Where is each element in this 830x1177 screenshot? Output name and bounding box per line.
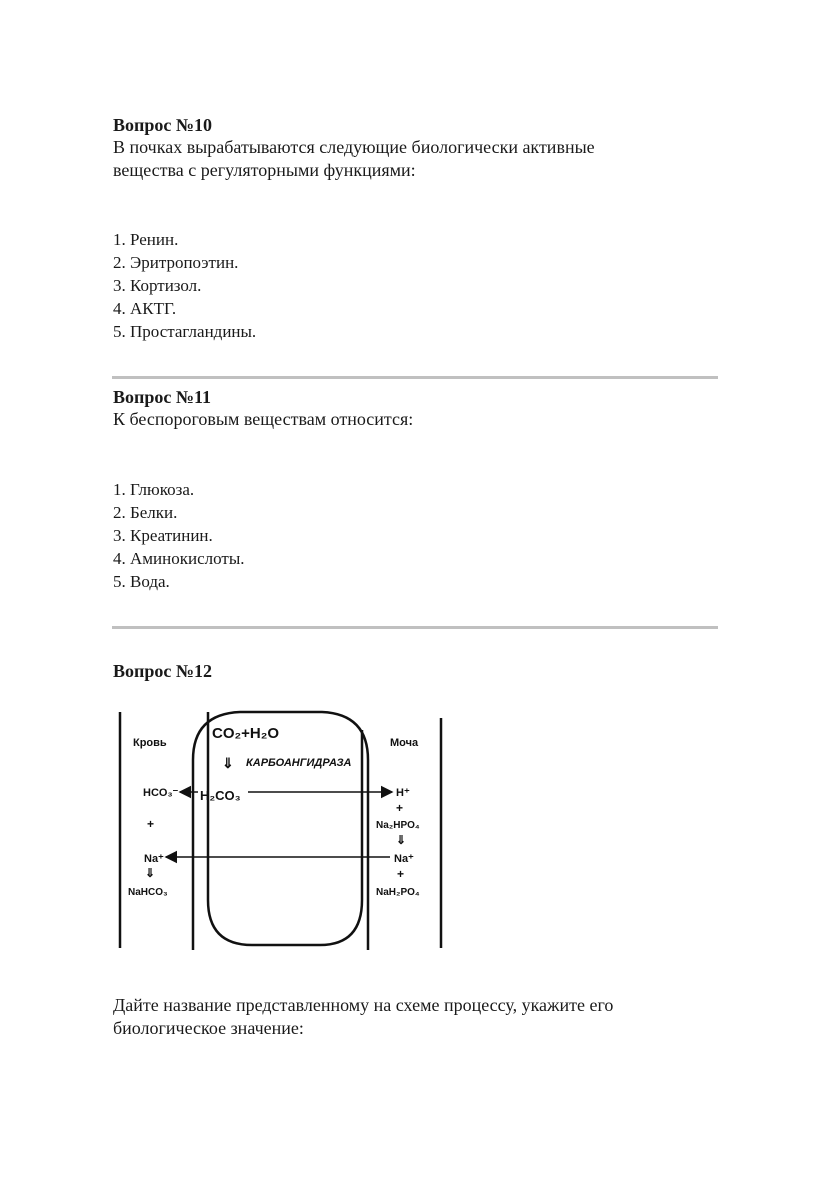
down-arrow-icon: ⇓ [396, 833, 407, 847]
kidney-tubule-diagram [100, 700, 460, 960]
co2-h2o-label: CO₂+H₂O [212, 725, 280, 742]
answer-option: 2. Эритропоэтин. [113, 253, 239, 272]
question-title: Вопрос №11 [113, 387, 211, 407]
nah2po4-label: NaH₂PO₄ [376, 887, 420, 898]
h-plus-label: H⁺ [396, 787, 410, 799]
answer-option: 3. Креатинин. [113, 526, 213, 545]
question-text-line: биологическое значение: [113, 1018, 304, 1038]
answer-option: 5. Простагландины. [113, 322, 257, 341]
answer-option: 1. Глюкоза. [113, 480, 195, 499]
question-11 [113, 386, 413, 431]
section-divider [112, 626, 718, 629]
answer-option: 1. Ренин. [113, 230, 179, 249]
na-plus-left: Na⁺ [144, 853, 164, 865]
question-12-task [113, 994, 613, 1040]
tubule-cell-outline [193, 712, 368, 950]
answer-option: 4. Аминокислоты. [113, 549, 245, 568]
hco3-label: HCO₃⁻ [143, 787, 179, 799]
question-text-line: Дайте название представленному на схеме процессу, укажите его [113, 995, 614, 1015]
blood-label: Кровь [133, 737, 167, 749]
question-10 [113, 114, 595, 182]
question-title: Вопрос №12 [113, 661, 212, 681]
question-12 [113, 660, 212, 682]
enzyme-label: КАРБОАНГИДРАЗА [246, 757, 352, 769]
question-text-line: К беспороговым веществам относится: [113, 409, 414, 429]
answer-options-10 [113, 228, 256, 343]
urine-label: Моча [390, 737, 419, 749]
h2co3-label: H₂CO₃ [200, 788, 241, 803]
plus-left: + [147, 817, 155, 831]
question-title: Вопрос №10 [113, 115, 212, 135]
na2hpo4-label: Na₂HPO₄ [376, 820, 420, 831]
answer-option: 3. Кортизол. [113, 276, 202, 295]
question-text-line: вещества с регуляторными функциями: [113, 160, 416, 180]
answer-option: 4. АКТГ. [113, 299, 177, 318]
answer-options-11 [113, 478, 245, 593]
answer-option: 2. Белки. [113, 503, 178, 522]
section-divider [112, 376, 718, 379]
plus-right-2: + [397, 867, 405, 881]
tubule-cell-bottom [208, 712, 362, 945]
down-arrow-icon: ⇓ [145, 866, 156, 880]
na-plus-right: Na⁺ [394, 853, 414, 865]
nahco3-label: NaHCO₃ [128, 887, 168, 898]
answer-option: 5. Вода. [113, 572, 170, 591]
plus-right-1: + [396, 801, 404, 815]
down-arrow-icon: ⇓ [222, 755, 234, 771]
question-text-line: В почках вырабатываются следующие биологически активные [113, 137, 595, 157]
